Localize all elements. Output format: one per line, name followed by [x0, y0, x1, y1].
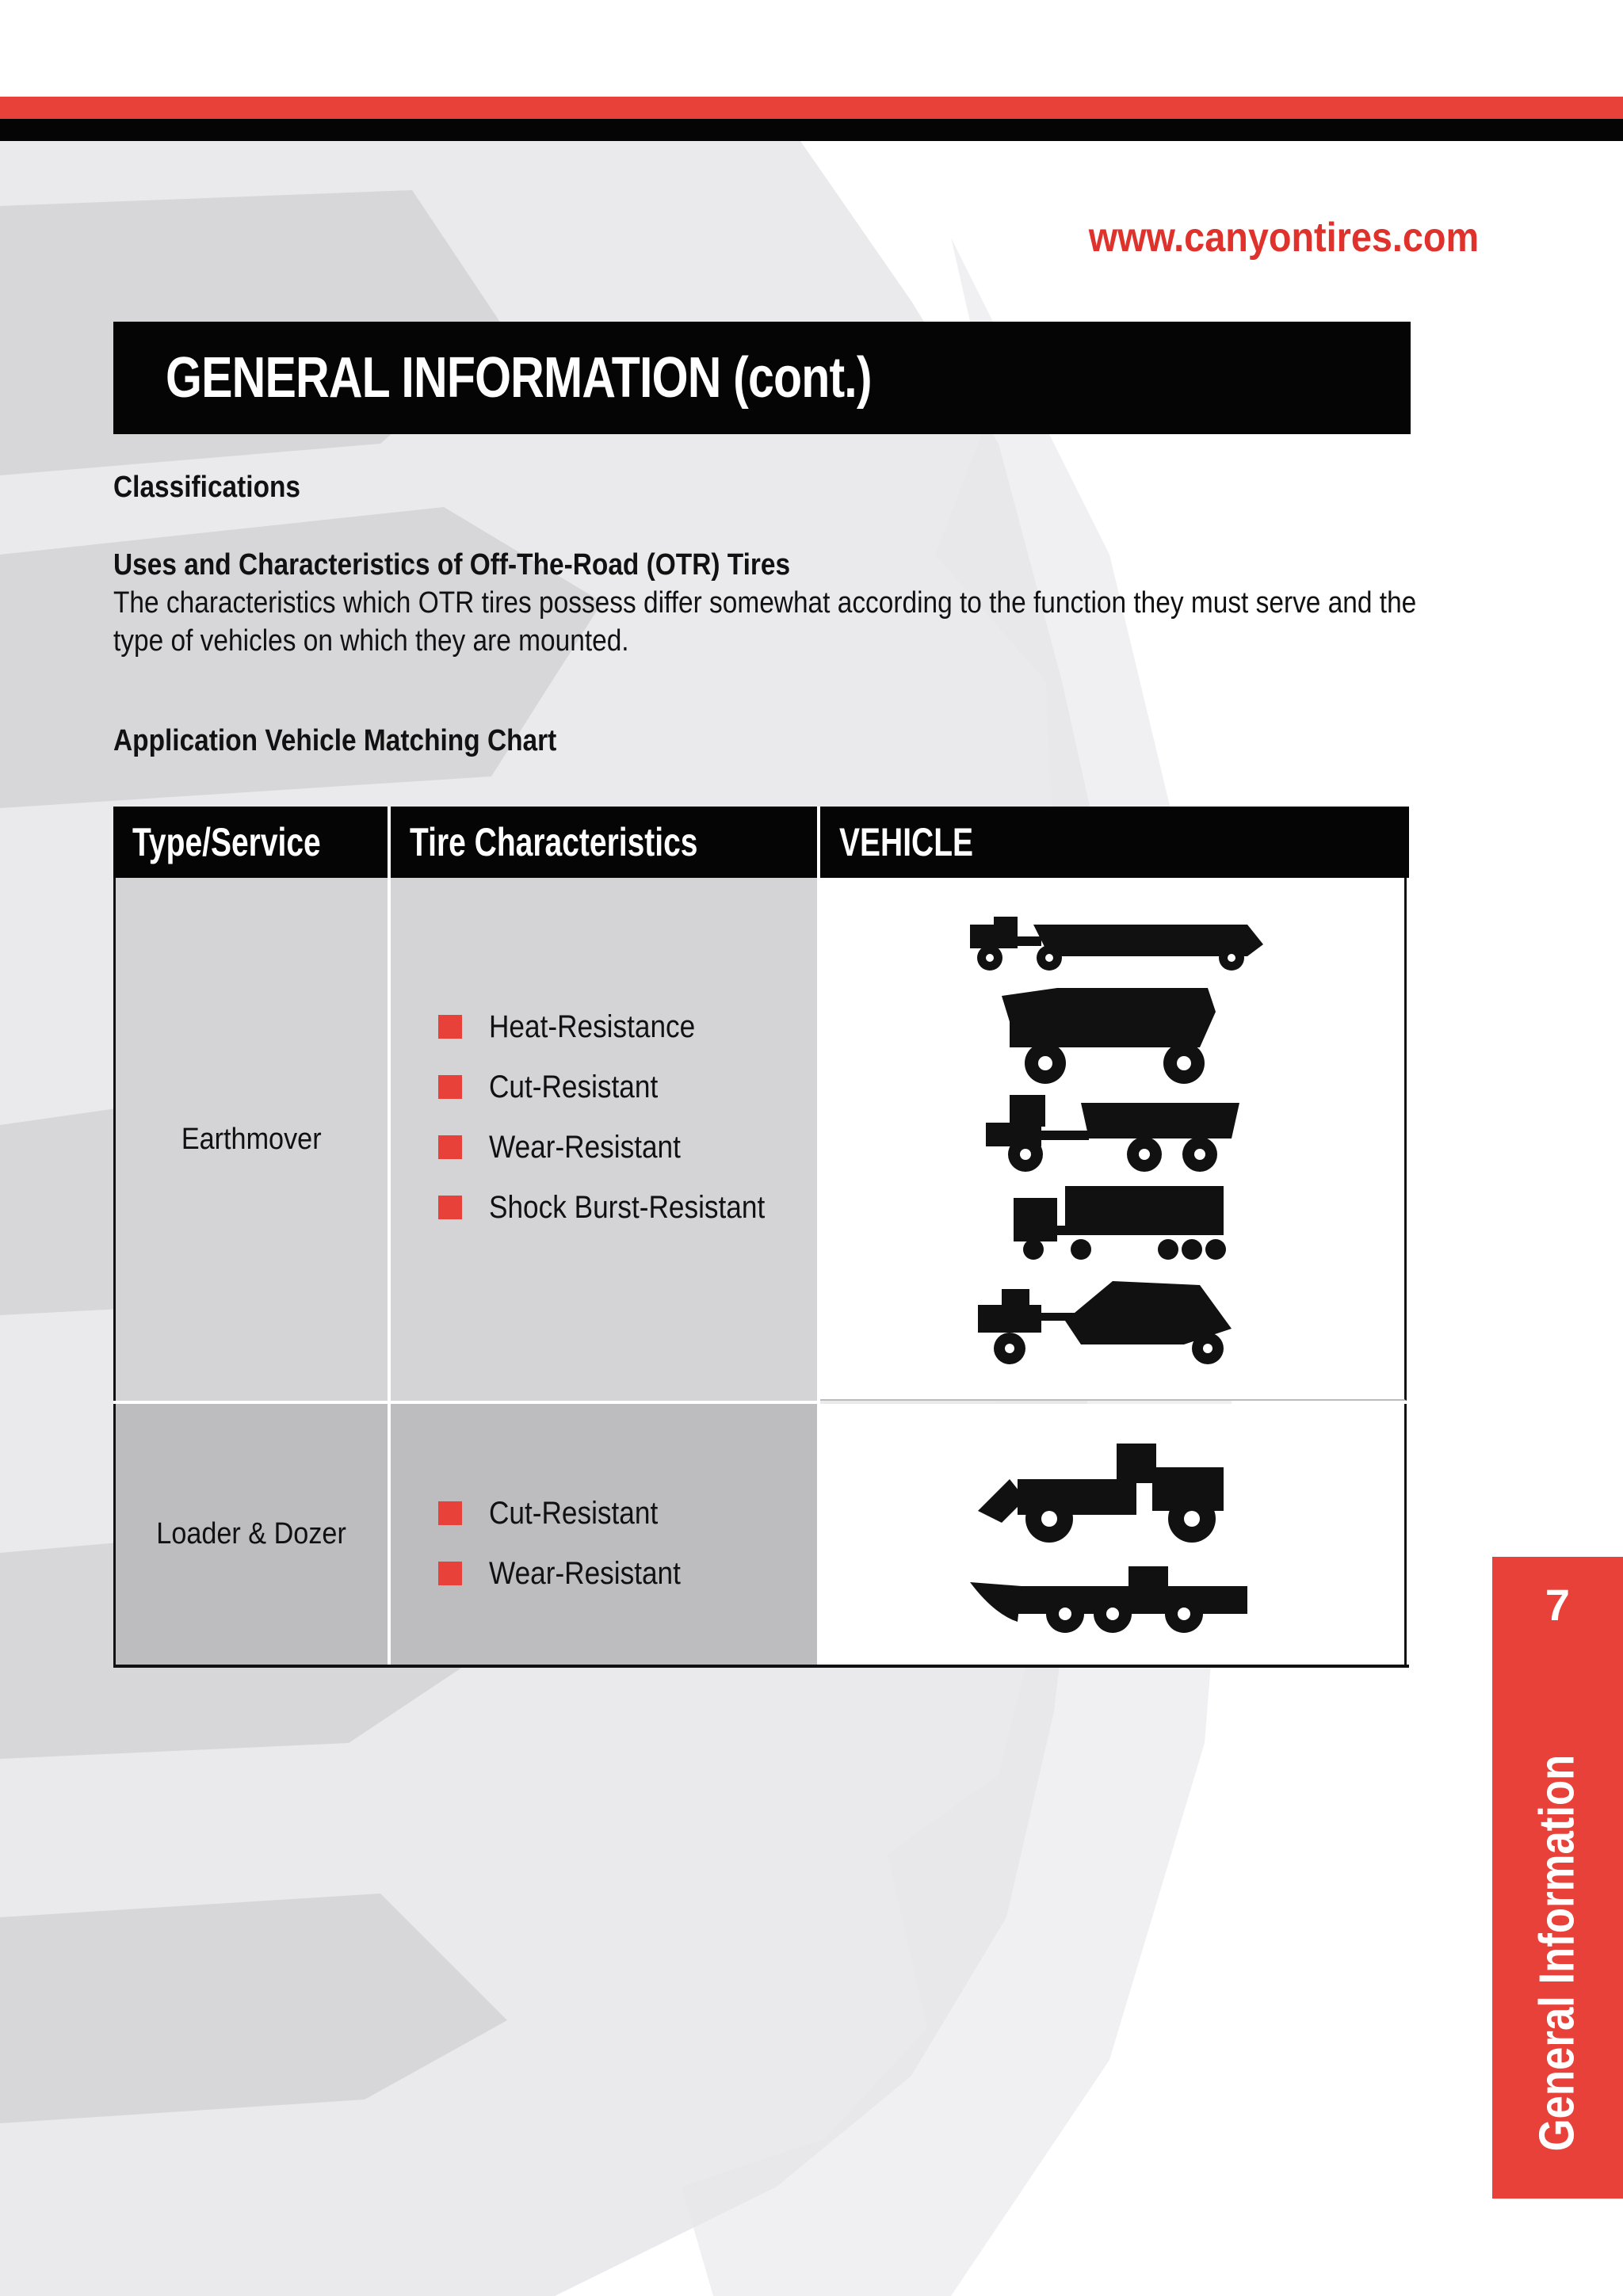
header-tire-characteristics: Tire Characteristics: [391, 807, 817, 878]
column-divider: [817, 807, 820, 1665]
bullet-square-icon: [438, 1501, 462, 1525]
table-row-earthmover-characteristics: [391, 878, 817, 1401]
bullet-square-icon: [438, 1196, 462, 1219]
table-row-earthmover-type: Earthmover: [113, 878, 388, 1401]
classifications-heading: Classifications: [113, 471, 301, 504]
header-vehicle: VEHICLE: [820, 807, 1409, 878]
table-row-loader-characteristics: [391, 1404, 817, 1665]
bullet-square-icon: [438, 1562, 462, 1585]
list-item: Wear-Resistant: [438, 1117, 803, 1177]
page-title: GENERAL INFORMATION (cont.): [166, 346, 872, 410]
characteristics-list: [438, 997, 803, 1238]
loader-vehicles-illustration: [962, 1424, 1263, 1646]
uses-heading: Uses and Characteristics of Off-The-Road (OTR) Tires: [113, 548, 791, 582]
vehicle-matching-table: [113, 807, 1409, 1668]
table-row-loader-vehicles: [820, 1404, 1407, 1665]
bullet-square-icon: [438, 1075, 462, 1099]
earthmover-vehicles-illustration: [946, 901, 1279, 1376]
bullet-square-icon: [438, 1135, 462, 1159]
row-divider: [113, 1401, 817, 1404]
bottom-dump-hauler-icon: [970, 917, 1263, 971]
list-item: Heat-Resistance: [438, 997, 803, 1057]
page-number: 7: [1545, 1580, 1571, 1630]
list-item: Wear-Resistant: [438, 1543, 707, 1604]
table-row-earthmover-vehicles: [820, 878, 1407, 1401]
column-divider: [388, 807, 391, 1665]
wheel-loader-icon: [978, 1444, 1224, 1543]
uses-body: The characteristics which OTR tires possess differ somewhat according to the function they must serve and the type of vehicles on which they are mounted.: [113, 586, 1417, 658]
list-item: Shock Burst-Resistant: [438, 1177, 803, 1238]
website-url[interactable]: www.canyontires.com: [1088, 215, 1479, 261]
header-red-stripe: [0, 97, 1623, 119]
title-bar: [113, 322, 1411, 434]
chart-heading: Application Vehicle Matching Chart: [113, 724, 557, 757]
list-item: Cut-Resistant: [438, 1057, 803, 1117]
wheel-dozer-icon: [970, 1566, 1247, 1633]
bullet-square-icon: [438, 1015, 462, 1039]
header-type-service: Type/Service: [113, 807, 388, 878]
characteristics-list: [438, 1483, 707, 1604]
rigid-dump-truck-icon: [1002, 988, 1216, 1084]
section-label: General Information: [1529, 1754, 1585, 2152]
header-black-stripe: [0, 119, 1623, 141]
uses-section: [113, 548, 1429, 660]
articulated-dump-truck-icon: [986, 1095, 1239, 1172]
tractor-trailer-icon: [1014, 1186, 1226, 1260]
list-item: Cut-Resistant: [438, 1483, 707, 1543]
section-side-tab: [1492, 1557, 1623, 2199]
scraper-icon: [978, 1281, 1232, 1364]
table-row-loader-type: Loader & Dozer: [113, 1404, 388, 1665]
